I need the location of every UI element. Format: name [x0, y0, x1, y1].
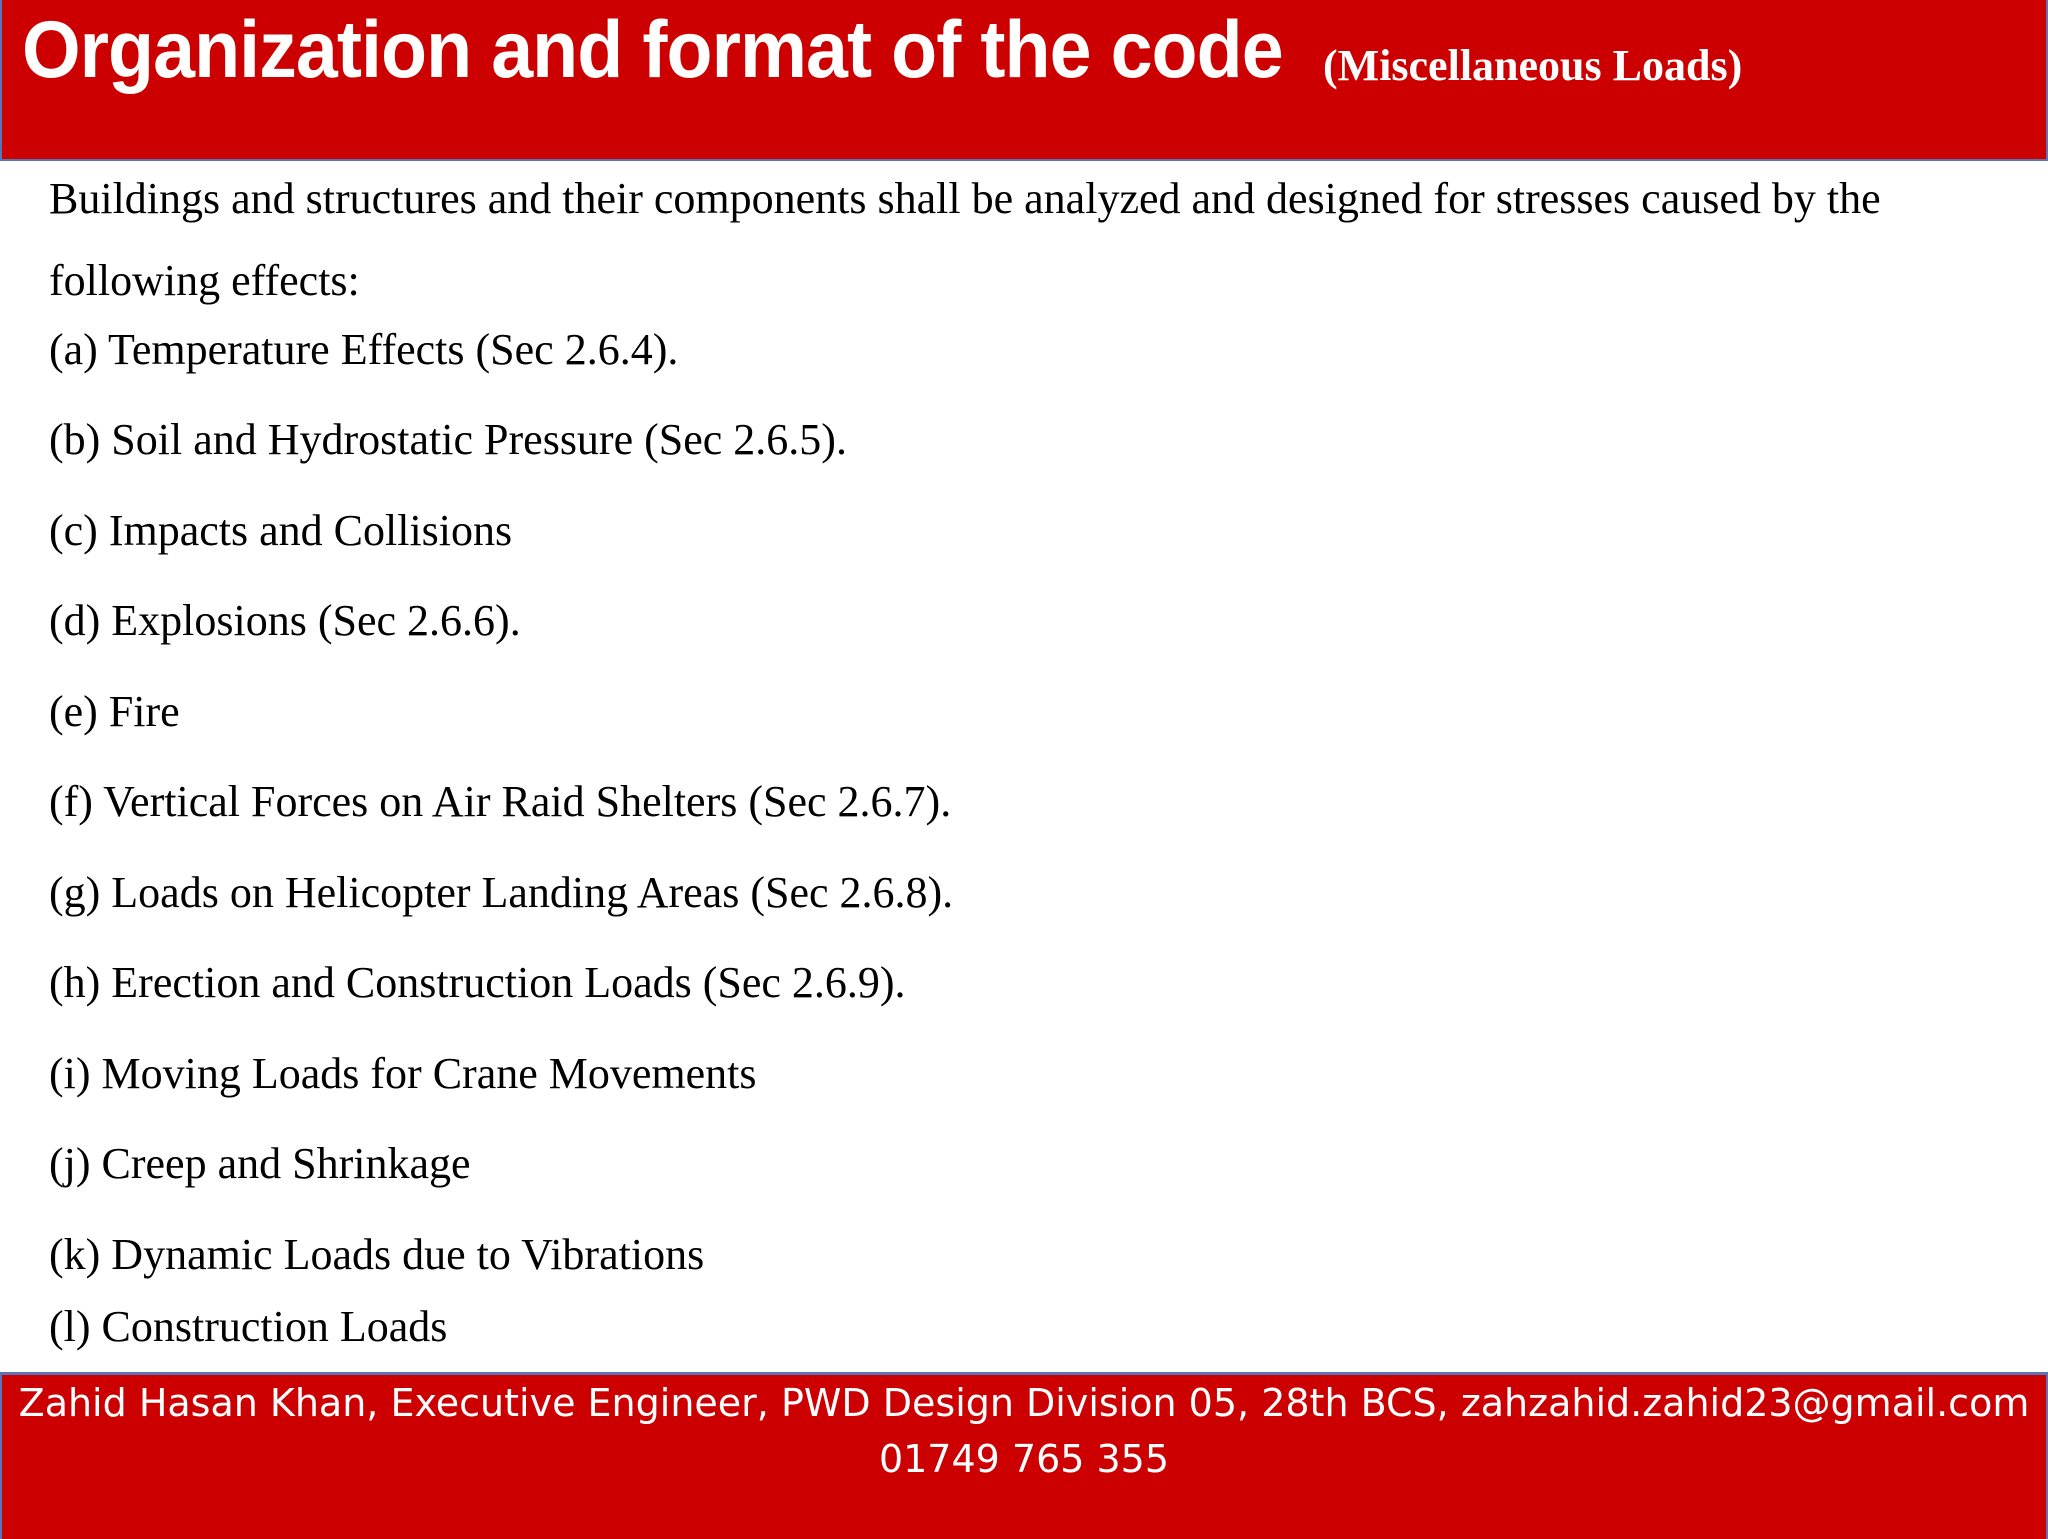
- list-item-j: (j) Creep and Shrinkage: [49, 1139, 471, 1188]
- footer-banner: [0, 1372, 2048, 1539]
- list-item-f: (f) Vertical Forces on Air Raid Shelters (Sec 2.6.7).: [49, 777, 952, 826]
- list-item-c: (c) Impacts and Collisions: [49, 506, 513, 555]
- slide-subtitle: (Miscellaneous Loads): [1323, 41, 1743, 90]
- list-item-a: (a) Temperature Effects (Sec 2.6.4).: [49, 325, 679, 374]
- intro-paragraph: Buildings and structures and their components shall be analyzed and designed for stresses caused by the following effects:: [49, 174, 1881, 305]
- list-item-e: (e) Fire: [49, 687, 180, 736]
- list-item-h: (h) Erection and Construction Loads (Sec 2.6.9).: [49, 958, 906, 1007]
- list-item-i: (i) Moving Loads for Crane Movements: [49, 1049, 757, 1098]
- footer-phone: 01749 765 355: [878, 1437, 1170, 1481]
- slide-body: [49, 158, 2029, 1351]
- footer-author-line: Zahid Hasan Khan, Executive Engineer, PWD Design Division 05, 28th BCS, zahzahid.zahid23@gmail.com: [18, 1381, 2030, 1425]
- list-item-k: (k) Dynamic Loads due to Vibrations: [49, 1230, 705, 1279]
- list-item-g: (g) Loads on Helicopter Landing Areas (Sec 2.6.8).: [49, 868, 954, 917]
- title-banner: [0, 0, 2048, 161]
- slide-title-main: Organization and format of the code: [22, 5, 1283, 95]
- slide-title: [22, 4, 1743, 97]
- list-item-d: (d) Explosions (Sec 2.6.6).: [49, 596, 521, 645]
- list-item-b: (b) Soil and Hydrostatic Pressure (Sec 2.6.5).: [49, 415, 847, 464]
- list-item-l: (l) Construction Loads: [49, 1302, 448, 1351]
